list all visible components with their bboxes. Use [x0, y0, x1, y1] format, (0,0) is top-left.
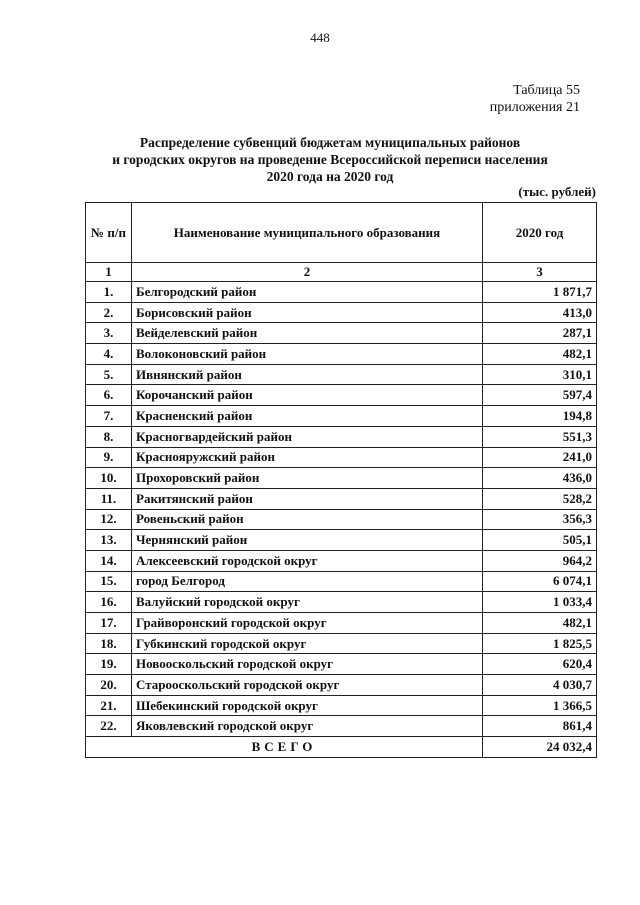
- row-municipality-name: Корочанский район: [132, 385, 483, 406]
- table-row: [86, 406, 597, 427]
- row-municipality-name: Ивнянский район: [132, 364, 483, 385]
- row-municipality-name: Краснояружский район: [132, 447, 483, 468]
- row-municipality-name: Красненский район: [132, 406, 483, 427]
- row-amount: 528,2: [483, 488, 597, 509]
- row-amount: 551,3: [483, 426, 597, 447]
- row-municipality-name: Старооскольский городской округ: [132, 675, 483, 696]
- row-amount: 287,1: [483, 323, 597, 344]
- row-municipality-name: Валуйский городской округ: [132, 592, 483, 613]
- row-amount: 597,4: [483, 385, 597, 406]
- row-number: 13.: [86, 530, 132, 551]
- row-number: 5.: [86, 364, 132, 385]
- table-row: [86, 633, 597, 654]
- row-amount: 1 825,5: [483, 633, 597, 654]
- row-municipality-name: Борисовский район: [132, 302, 483, 323]
- row-number: 19.: [86, 654, 132, 675]
- title-line: Распределение субвенций бюджетам муниципальных районов: [139, 135, 521, 150]
- row-municipality-name: Новооскольский городской округ: [132, 654, 483, 675]
- table-row: [86, 488, 597, 509]
- row-amount: 241,0: [483, 447, 597, 468]
- column-number: 2: [132, 263, 483, 282]
- table-row: [86, 509, 597, 530]
- row-number: 22.: [86, 716, 132, 737]
- row-municipality-name: Губкинский городской округ: [132, 633, 483, 654]
- row-number: 12.: [86, 509, 132, 530]
- column-number: 3: [483, 263, 597, 282]
- total-row: [86, 737, 597, 758]
- title-line: 2020 года на 2020 год: [266, 169, 394, 184]
- row-amount: 1 871,7: [483, 282, 597, 303]
- table-row: [86, 695, 597, 716]
- total-value: 24 032,4: [483, 737, 597, 758]
- row-amount: 482,1: [483, 344, 597, 365]
- title-line: и городских округов на проведение Всероссийской переписи населения: [112, 152, 548, 167]
- table-reference: [490, 82, 580, 116]
- column-number: 1: [86, 263, 132, 282]
- row-amount: 861,4: [483, 716, 597, 737]
- table-row: [86, 447, 597, 468]
- row-number: 8.: [86, 426, 132, 447]
- row-municipality-name: Вейделевский район: [132, 323, 483, 344]
- row-municipality-name: Шебекинский городской округ: [132, 695, 483, 716]
- table-row: [86, 675, 597, 696]
- table-row: [86, 592, 597, 613]
- row-municipality-name: Ровеньский район: [132, 509, 483, 530]
- row-municipality-name: Грайворонский городской округ: [132, 613, 483, 634]
- row-amount: 4 030,7: [483, 675, 597, 696]
- row-number: 2.: [86, 302, 132, 323]
- row-amount: 620,4: [483, 654, 597, 675]
- row-municipality-name: Яковлевский городской округ: [132, 716, 483, 737]
- page-number: 448: [310, 30, 330, 45]
- row-amount: 1 033,4: [483, 592, 597, 613]
- header-name: Наименование муниципального образования: [132, 203, 483, 263]
- row-number: 20.: [86, 675, 132, 696]
- table-row: [86, 282, 597, 303]
- row-municipality-name: город Белгород: [132, 571, 483, 592]
- table-row: [86, 364, 597, 385]
- row-municipality-name: Белгородский район: [132, 282, 483, 303]
- row-amount: 964,2: [483, 550, 597, 571]
- row-amount: 6 074,1: [483, 571, 597, 592]
- row-number: 3.: [86, 323, 132, 344]
- appendix-reference-line: приложения 21: [489, 100, 580, 115]
- header-year: 2020 год: [483, 203, 597, 263]
- row-number: 11.: [86, 488, 132, 509]
- row-number: 6.: [86, 385, 132, 406]
- row-number: 21.: [86, 695, 132, 716]
- table-reference-line: Таблица 55: [513, 83, 580, 98]
- subvention-table: [85, 202, 597, 758]
- table-row: [86, 716, 597, 737]
- table-row: [86, 344, 597, 365]
- table-row: [86, 550, 597, 571]
- table-row: [86, 571, 597, 592]
- row-amount: 482,1: [483, 613, 597, 634]
- units-label: (тыс. рублей): [518, 184, 596, 199]
- row-municipality-name: Волоконовский район: [132, 344, 483, 365]
- header-number: № п/п: [86, 203, 132, 263]
- table-body: [86, 282, 597, 737]
- row-amount: 413,0: [483, 302, 597, 323]
- row-number: 16.: [86, 592, 132, 613]
- column-number-row: [86, 263, 597, 282]
- table-row: [86, 468, 597, 489]
- row-number: 1.: [86, 282, 132, 303]
- row-municipality-name: Чернянский район: [132, 530, 483, 551]
- table-row: [86, 302, 597, 323]
- document-title: [80, 134, 580, 185]
- row-number: 15.: [86, 571, 132, 592]
- row-municipality-name: Ракитянский район: [132, 488, 483, 509]
- table-row: [86, 426, 597, 447]
- table-header-row: [86, 203, 597, 263]
- table-row: [86, 613, 597, 634]
- row-number: 17.: [86, 613, 132, 634]
- row-amount: 310,1: [483, 364, 597, 385]
- row-municipality-name: Прохоровский район: [132, 468, 483, 489]
- table-row: [86, 385, 597, 406]
- row-municipality-name: Красногвардейский район: [132, 426, 483, 447]
- row-amount: 1 366,5: [483, 695, 597, 716]
- row-amount: 505,1: [483, 530, 597, 551]
- table-row: [86, 654, 597, 675]
- total-label: ВСЕГО: [86, 737, 483, 758]
- row-amount: 194,8: [483, 406, 597, 427]
- row-number: 10.: [86, 468, 132, 489]
- table-row: [86, 530, 597, 551]
- table-row: [86, 323, 597, 344]
- row-amount: 356,3: [483, 509, 597, 530]
- row-municipality-name: Алексеевский городской округ: [132, 550, 483, 571]
- row-number: 14.: [86, 550, 132, 571]
- row-amount: 436,0: [483, 468, 597, 489]
- row-number: 4.: [86, 344, 132, 365]
- row-number: 7.: [86, 406, 132, 427]
- row-number: 18.: [86, 633, 132, 654]
- row-number: 9.: [86, 447, 132, 468]
